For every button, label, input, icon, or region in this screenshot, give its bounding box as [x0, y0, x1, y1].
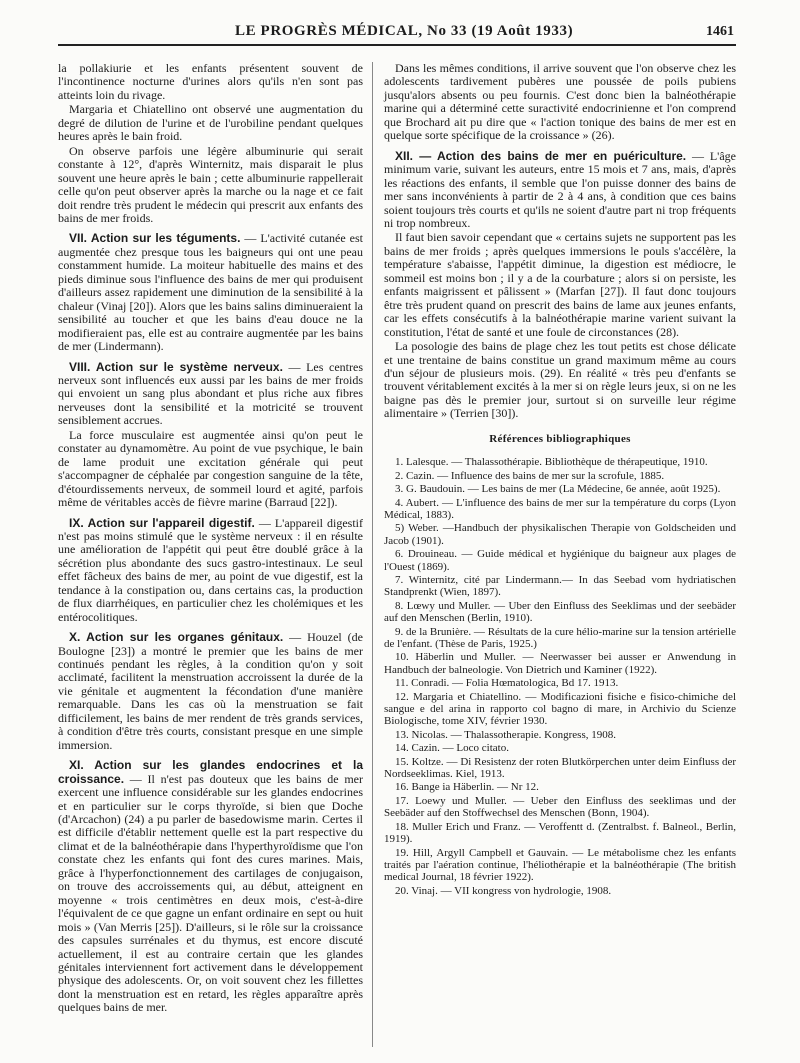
paragraph: La force musculaire est augmentée ainsi qu'on peut le constater au dynamomètre. Au point de vue psychique, le bain de lame produit une excitation générale qui peut s'accompagner de céphalée par congestion sanguine de la tête, d'étourdissements nerveux, de sommeil lourd et agité, parfois même de véritables accès de fièvre marine (Barraud [22]). — [58, 427, 363, 510]
column-divider — [372, 62, 373, 1047]
references-title: Références bibliographiques — [489, 432, 631, 445]
section-vii — [58, 232, 363, 353]
section-heading: XII. — Action des bains de mer en puériculture. — [395, 148, 687, 163]
section-x — [58, 631, 363, 752]
reference-item: 15. Koltze. — Di Resistenz der roten Blutkörperchen unter deim Einfluss der Nordseeklimas. Kiel, 1913. — [384, 755, 736, 780]
reference-item: 1. Lalesque. — Thalassothérapie. Bibliothèque de thérapeutique, 1910. — [395, 456, 708, 469]
left-column — [58, 62, 363, 1016]
reference-item: 9. de la Brunière. — Résultats de la cure hélio-marine sur la tension artérielle de l'enfant. (Thèse de Paris, 1925.) — [384, 625, 736, 650]
page-number: 1461 — [706, 24, 734, 39]
section-text: — Il n'est pas douteux que les bains de mer exercent une influence considérable sur les glandes endocrines et en particulier sur le corps thyroïde, si bien que Doche (d'Arcachon) (24) a pu parler de basedowisme marin. Certes il est difficile d'établir nettement quelle est la part respective du climat et de la balnéothérapie dans l'hyperthyroïdisme que l'on constate chez les enfants qui font des cures marines. Mais, grâce à l'hyperfonctionnement des cartilages de conjugaison, on trouve des accroissements qui, au début, atteignent en moyenne « trois centimètres en deux mois, c'est-à-dire l'équivalent de ce que gagne un enfant ordinaire en sept ou huit mois » (Van Merris [25]). D'ailleurs, si le rôle sur la croissance des capsules surrénales et du thymus, est encore discuté actuellement, il est au contraire certain que les glandes génitales interviennent fort activement dans le développement physique des adolescents. Or, on voit souvent chez les fillettes dont la menstruation est en retard, les règles apparaître après quelques bains de mer. — [58, 771, 363, 1015]
section-heading: IX. Action sur l'appareil digestif. — [69, 515, 255, 530]
reference-item: 4. Aubert. — L'influence des bains de mer sur la température du corps (Lyon Médical, 1883). — [384, 496, 736, 521]
section-text: — Houzel (de Boulogne [23]) a montré le premier que les bains de mer continués pendant les règles, à la condition qu'on y soit acclimaté, facilitent la menstruation accroissent la durée de la vie génitale et augmentent la fécondation d'une manière remarquable. Dans les cas où la menstruation se fait difficilement, les bains de mer rendent de très grands services, à condition d'être très courts, consistant presque en une simple immersion. — [58, 630, 363, 752]
paragraph: Margaria et Chiatellino ont observé une augmentation du degré de dilution de l'urine et de l'urobiline pendant quelques heures après le bain froid. — [58, 102, 363, 144]
section-heading: X. Action sur les organes génitaux. — [69, 630, 284, 645]
reference-item: 8. Lœwy und Muller. — Uber den Einfluss des Seeklimas und der seebäder auf den Menschen (Berlin, 1910). — [384, 599, 736, 625]
section-text: — L'activité cutanée est augmentée chez presque tous les baigneurs qui ont une peau constamment humide. La moiteur habituelle des mains et des pieds diminue sous l'influence des bains de mer qui produisent d'ailleurs assez rapidement une diminution de la sensibilité à la chaleur (Vinaj [20]). Alors que les bains salins diminueraient la sensibilité au toucher et que les bains d'eau douce ne la modifieraient pas, elle est au contraire augmentée par les bains de mer (Lindermann). — [58, 231, 363, 354]
paragraph: la pollakiurie et les enfants présentent souvent de l'incontinence nocturne d'urines alors qu'ils n'en sont pas atteints loin du rivage. — [58, 61, 363, 102]
right-column — [384, 62, 736, 898]
section-xii — [384, 150, 736, 231]
reference-item: 19. Hill, Argyll Campbell et Gauvain. — Le métabolisme chez les enfants traités par l'aération continue, l'héliothérapie et la balnéothérapie (The british medical Journal, 18 février 1922). — [384, 846, 736, 884]
paragraph: On observe parfois une légère albuminurie qui serait constante à 12°, d'après Winternitz, mais disparait le plus souvent une heure après le bain ; cette albuminurie rappellerait celle qu'on peut observer après la marche ou la nage et ce fait doit rendre très prudent le médecin qui prescrit aux enfants des bains de mer froids. — [58, 143, 363, 225]
paragraph: Il faut bien savoir cependant que « certains sujets ne supportent pas les bains de mer froids ; après quelques immersions le pouls s'accélère, la température s'abaisse, l'appétit diminue, la digestion est médiocre, le sommeil est moins bon ; il y a de la courbature ; alors si on persiste, les enfants maigrissent et pâlissent » (Marfan [27]). Il faut donc toujours être très prudent quand on prescrit des bains de lame aux jeunes enfants, car les effets consécutifs à la balnéothérapie marine varient suivant la constitution, l'état de santé et une foule de circonstances (28). — [384, 230, 736, 339]
reference-item: 20. Vinaj. — VII kongress von hydrologie, 1908. — [395, 884, 612, 897]
section-xi — [58, 759, 363, 1015]
section-viii — [58, 361, 363, 428]
reference-item: 13. Nicolas. — Thalassotherapie. Kongress, 1908. — [395, 728, 616, 741]
reference-item: 14. Cazin. — Loco citato. — [395, 742, 509, 755]
reference-item: 5) Weber. —Handbuch der physikalischen Therapie von Goldscheiden und Jacob (1901). — [384, 522, 736, 547]
paragraph: Dans les mêmes conditions, il arrive souvent que l'on observe chez les adolescents tardivement pubères une poussée de poils pubiens jusqu'alors absents ou peu fournis. C'est donc bien la balnéothérapie marine qui a déterminé cette suractivité endocrinienne et l'on comprend que Brochard ait pu dire que « l'action tonique des bains de mer est en quelque sorte spécifique de la croissance » (26). — [384, 61, 736, 143]
reference-item: 6. Drouineau. — Guide médical et hygiénique du baigneur aux plages de l'Ouest (1869). — [384, 548, 736, 573]
reference-item: 16. Bange ia Häberlin. — Nr 12. — [395, 781, 539, 794]
paragraph: La posologie des bains de plage chez les tout petits est chose délicate et une trentaine de bains constitue un grand maximum même au cours d'un séjour de plusieurs mois. (29). En réalité « très peu d'enfants se trouvent véritablement excités à la mer si on règle leurs jeux, si on ne les baigne pas dès le premier jour, surtout si on surveille leur régime alimentaire » (Terrien [30]). — [384, 339, 736, 421]
section-heading: VIII. Action sur le système nerveux. — [69, 359, 283, 374]
reference-item: 7. Winternitz, cité par Lindermann.— In das Seebad vom hydriatischen Standprenkt (Wien, 1897). — [384, 574, 736, 599]
reference-item: 12. Margaria et Chiatellino. — Modificazioni fisiche e fisico-chimiche del sangue e del arina in rapporto col bagno di mare, in Archivio du Scienze Biologische, tome XIV, février 1930. — [384, 690, 736, 728]
section-heading: VII. Action sur les téguments. — [69, 231, 241, 246]
reference-item: 17. Loewy und Muller. — Ueber den Einfluss des seeklimas und der Seebäder auf den Stoffwechsel des Menschen (Bonn, 1904). — [384, 794, 736, 820]
section-heading: XI. Action sur les glandes endocrines et la croissance. — [58, 758, 363, 786]
section-text: — L'appareil digestif n'est pas moins stimulé que le système nerveux : il en résulte une amélioration de l'appétit qui peut être doublé grâce à la sécrétion plus abondante des sucs gastro-intestinaux. Le seul effet fâcheux des bains de mer, au point de vue digestif, est la tendance à la constipation ou, dans certains cas, la production de flux diarrhéiques, en particulier chez les cholémiques et les entérocolitiques. — [58, 515, 363, 624]
reference-item: 11. Conradi. — Folia Hœmatologica, Bd 17. 1913. — [395, 677, 619, 690]
section-text: — L'âge minimum varie, suivant les auteurs, entre 15 mois et 7 ans, mais, d'après les réactions des enfants, il semble que l'on puisse donner des bains de mer sans inconvénients à partir de 2 à 4 ans, à condition que ces bains soient toujours très courts et qu'ils ne soient d'autre part ni trop fréquents ni trop nombreux. — [384, 148, 736, 230]
reference-item: 18. Muller Erich und Franz. — Veroffentt d. (Zentralbst. f. Balneol., Berlin, 1919). — [384, 820, 736, 846]
reference-item: 3. G. Baudouin. — Les bains de mer (La Médecine, 6e année, août 1925). — [395, 483, 721, 496]
section-ix — [58, 517, 363, 625]
reference-item: 10. Häberlin und Muller. — Neerwasser bei ausser er Anwendung in Handbuch der balneologie. Von Dietrich und Kaminer (1922). — [384, 651, 736, 676]
references-list — [384, 456, 736, 897]
journal-title: LE PROGRÈS MÉDICAL, No 33 (19 Août 1933) — [235, 23, 574, 39]
page-header — [58, 18, 736, 46]
reference-item: 2. Cazin. — Influence des bains de mer sur la scrofule, 1885. — [395, 469, 665, 482]
section-text: — Les centres nerveux sont influencés eux aussi par les bains de mer froids qui envoient un sang plus abondant et plus riche aux fibres nerveuses dont la sensibilité et la motricité se trouvent sensiblement accrues. — [58, 359, 363, 428]
